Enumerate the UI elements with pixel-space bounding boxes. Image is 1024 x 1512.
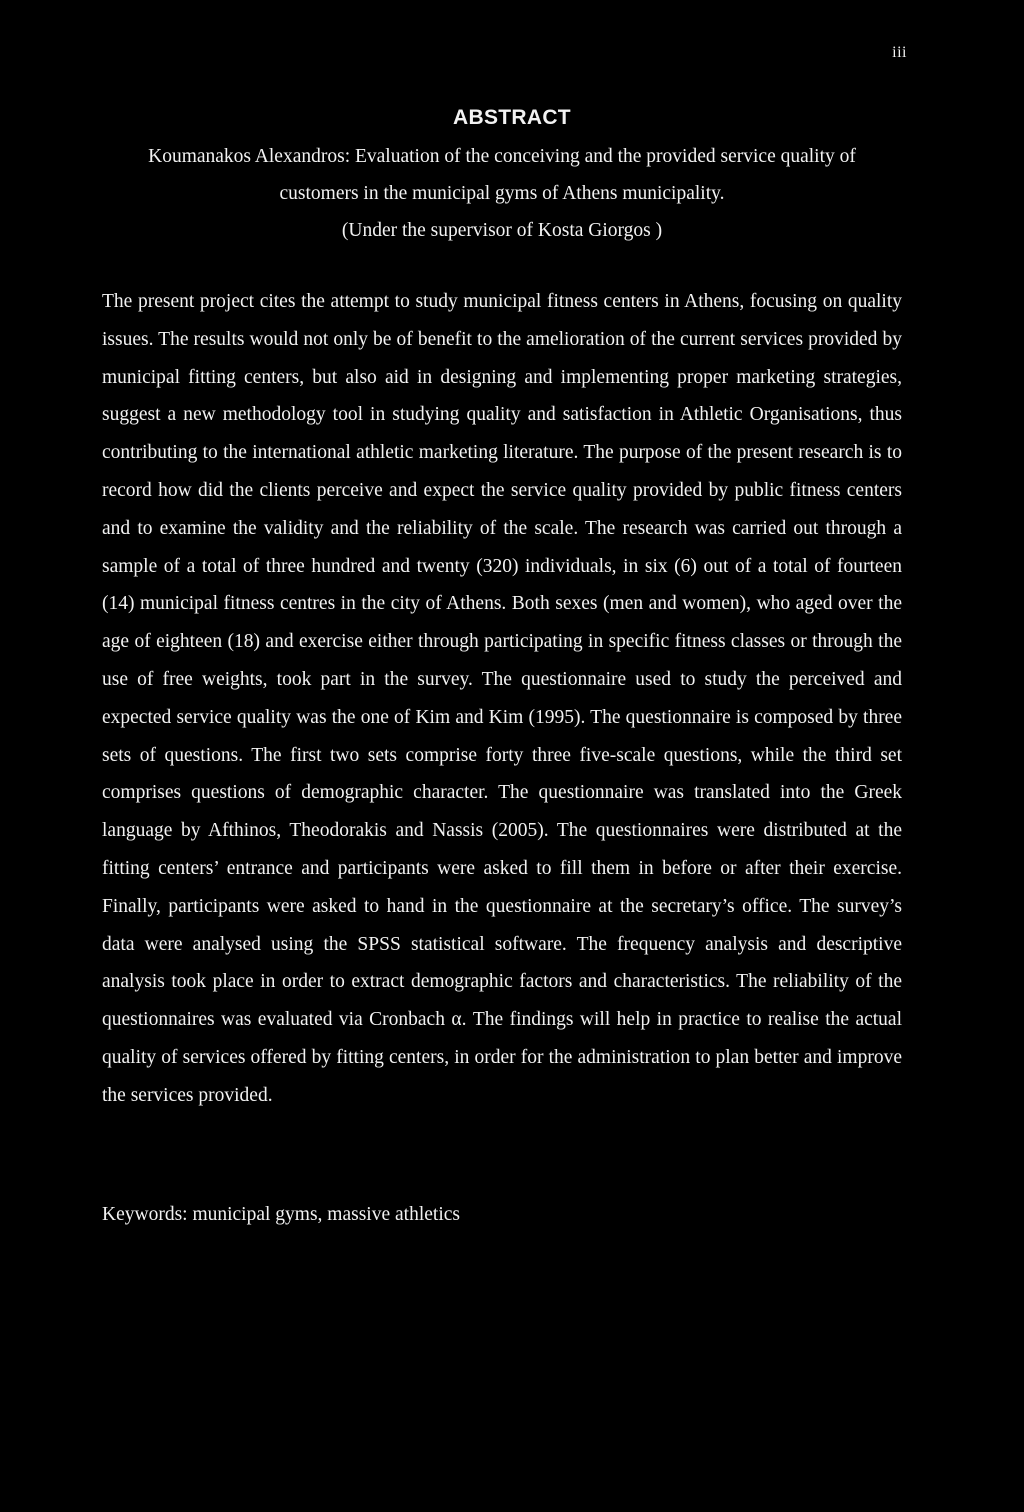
thesis-meta (102, 138, 902, 249)
supervisor-line: (Under the supervisor of Kosta Giorgos ) (341, 220, 663, 241)
abstract-heading: ABSTRACT (453, 106, 571, 129)
author-title-line-2: customers in the municipal gyms of Athens municipality. (279, 183, 725, 204)
keywords-line: Keywords: municipal gyms, massive athletics (102, 1204, 460, 1225)
abstract-body: The present project cites the attempt to study municipal fitness centers in Athens, focusing on quality issues. The results would not only be of benefit to the amelioration of the current services provided by municipal fitting centers, but also aid in designing and implementing proper marketing strategies, suggest a new methodology tool in studying quality and satisfaction in Athletic Organisations, thus contributing to the international athletic marketing literature. The purpose of the present research is to record how did the clients perceive and expect the service quality provided by public fitness centers and to examine the validity and the reliability of the scale. The research was carried out through a sample of a total of three hundred and twenty (320) individuals, in six (6) out of a total of fourteen (14) municipal fitness centres in the city of Athens. Both sexes (men and women), who aged over the age of eighteen (18) and exercise either through participating in specific fitness classes or through the use of free weights, took part in the survey. The questionnaire used to study the perceived and expected service quality was the one of Kim and Kim (1995). The questionnaire is composed by three sets of questions. The first two sets comprise forty three five-scale questions, while the third set comprises questions of demographic character. The questionnaire was translated into the Greek language by Afthinos, Theodorakis and Nassis (2005). The questionnaires were distributed at the fitting centers’ entrance and participants were asked to fill them in before or after their exercise. Finally, participants were asked to hand in the questionnaire at the secretary’s office. The survey’s data were analysed using the SPSS statistical software. The frequency analysis and descriptive analysis took place in order to extract demographic factors and characteristics. The reliability of the questionnaires was evaluated via Cronbach α. The findings will help in practice to realise the actual quality of services offered by fitting centers, in order for the administration to plan better and improve the services provided. (102, 291, 902, 1106)
page-number: iii (892, 44, 907, 61)
author-title-line-1: Koumanakos Alexandros: Evaluation of the conceiving and the provided service quality of (148, 146, 856, 167)
